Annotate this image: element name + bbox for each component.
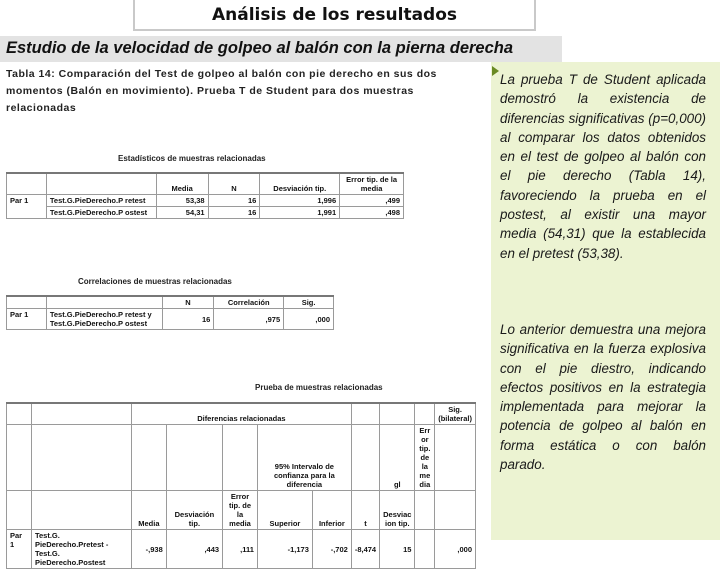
corr-table-title: Correlaciones de muestras relacionadas [78, 277, 232, 286]
results-image-panel [0, 62, 490, 567]
stats-header-sd: Desviación tip. [260, 173, 340, 195]
corr-header-sig: Sig. [284, 296, 334, 309]
corr-header-n: N [162, 296, 214, 309]
ttest-table [6, 402, 476, 569]
ttest-header-sig: Sig. (bilateral) [435, 403, 476, 425]
stats-table [6, 172, 404, 219]
ttest-header-sd: Desviación tip. [166, 491, 222, 530]
stats-header-n: N [208, 173, 260, 195]
ttest-table-title: Prueba de muestras relacionadas [255, 383, 383, 392]
stats-se: ,498 [340, 207, 404, 219]
table-row [7, 195, 404, 207]
stats-mean: 53,38 [156, 195, 208, 207]
corr-pair-label: Par 1 [7, 309, 47, 330]
interpretation-paragraph-2: Lo anterior demuestra una mejora significativa en la fuerza explosiva con el pie diestro, indicando efectos positivos en la estrategia implementada para mejorar la potencia de golpeo al balón en forma estática o con balón parado. [500, 322, 706, 473]
stats-pair-label: Par 1 [7, 195, 47, 219]
ttest-sd: ,443 [166, 530, 222, 569]
stats-se: ,499 [340, 195, 404, 207]
ttest-mean: -,938 [131, 530, 166, 569]
stats-header-mean: Media [156, 173, 208, 195]
stats-n: 16 [208, 195, 260, 207]
ttest-row-label: Test.G. PieDerecho.Pretest - Test.G. PieDerecho.Postest [31, 530, 131, 569]
ttest-ci-header: 95% Intervalo de confianza para la diferencia [257, 425, 351, 491]
table-row [7, 207, 404, 219]
ttest-t: -8,474 [351, 530, 379, 569]
ttest-gl: 15 [380, 530, 415, 569]
ttest-header-t: t [351, 491, 379, 530]
table-row [7, 309, 334, 330]
stats-header-se: Error tip. de la media [340, 173, 404, 195]
corr-n: 16 [162, 309, 214, 330]
header-spacer [562, 36, 720, 62]
corr-header-correlation: Correlación [214, 296, 284, 309]
ttest-header-err: Err or tip. de la me dia [415, 425, 435, 491]
ttest-group-header: Diferencias relacionadas [131, 403, 351, 425]
stats-row-label: Test.G.PieDerecho.P ostest [46, 207, 156, 219]
slide-subtitle: Estudio de la velocidad de golpeo al balón con la pierna derecha [0, 36, 562, 62]
ttest-header-lower: Inferior [312, 491, 351, 530]
corr-sig: ,000 [284, 309, 334, 330]
ttest-upper: -1,173 [257, 530, 312, 569]
bullet-arrow-icon [492, 66, 499, 76]
interpretation-panel [491, 62, 720, 540]
corr-table [6, 295, 334, 330]
slide-title: Análisis de los resultados [133, 0, 536, 31]
ttest-header-upper: Superior [257, 491, 312, 530]
ttest-lower: -,702 [312, 530, 351, 569]
corr-row-label: Test.G.PieDerecho.P retest y Test.G.PieDerecho.P ostest [46, 309, 162, 330]
stats-n: 16 [208, 207, 260, 219]
stats-row-label: Test.G.PieDerecho.P retest [46, 195, 156, 207]
ttest-sig: ,000 [435, 530, 476, 569]
stats-table-title: Estadísticos de muestras relacionadas [118, 154, 266, 163]
ttest-se: ,111 [223, 530, 258, 569]
stats-sd: 1,996 [260, 195, 340, 207]
stats-mean: 54,31 [156, 207, 208, 219]
stats-sd: 1,991 [260, 207, 340, 219]
ttest-header-se: Error tip. de la media [223, 491, 258, 530]
ttest-pair-label: Par 1 [7, 530, 32, 569]
interpretation-paragraph-1: La prueba T de Student aplicada demostró la existencia de diferencias significativas (p=0,000) al comparar los datos obtenidos en el test de golpeo al balón con el pie derecho (Tabla 14), favoreciendo la prueba en el postest, al existir una mayor media (54,31) que la establecida en el pretest (53,38). [500, 72, 706, 261]
ttest-header-desv: Desviac ion tip. [380, 491, 415, 530]
ttest-header-mean: Media [131, 491, 166, 530]
ttest-header-gl: gl [380, 425, 415, 491]
table-row [7, 530, 476, 569]
corr-value: ,975 [214, 309, 284, 330]
table-caption: Tabla 14: Comparación del Test de golpeo al balón con pie derecho en sus dos momentos (Balón en movimiento). Prueba T de Student para dos muestras relacionadas [6, 68, 437, 114]
